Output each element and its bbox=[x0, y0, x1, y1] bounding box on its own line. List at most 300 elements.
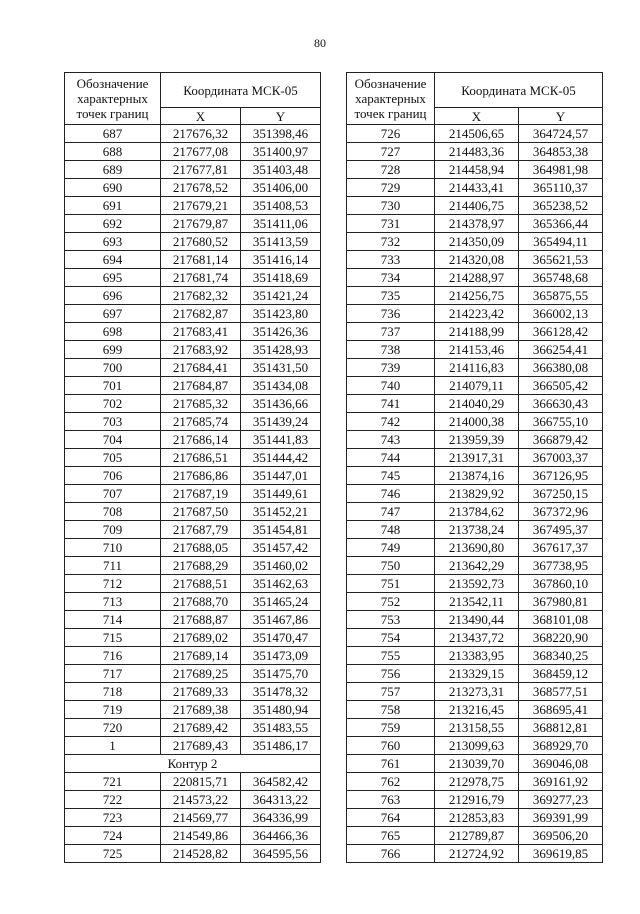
point-id-cell: 695 bbox=[65, 269, 161, 287]
y-coordinate-cell: 364595,56 bbox=[241, 845, 321, 863]
table-row bbox=[347, 629, 603, 647]
point-id-cell: 756 bbox=[347, 665, 435, 683]
table-row bbox=[347, 467, 603, 485]
x-coordinate-cell: 217676,32 bbox=[161, 125, 241, 143]
table-body-right bbox=[347, 125, 603, 863]
y-coordinate-cell: 367250,15 bbox=[519, 485, 603, 503]
x-coordinate-cell: 217684,41 bbox=[161, 359, 241, 377]
y-coordinate-cell: 366128,42 bbox=[519, 323, 603, 341]
y-coordinate-cell: 368459,12 bbox=[519, 665, 603, 683]
y-coordinate-cell: 368577,51 bbox=[519, 683, 603, 701]
x-coordinate-cell: 212916,79 bbox=[435, 791, 519, 809]
point-id-cell: 724 bbox=[65, 827, 161, 845]
point-id-cell: 718 bbox=[65, 683, 161, 701]
header-designation: Обозначение характерных точек границ bbox=[347, 73, 435, 125]
x-coordinate-cell: 213642,29 bbox=[435, 557, 519, 575]
point-id-cell: 733 bbox=[347, 251, 435, 269]
table-row bbox=[347, 449, 603, 467]
table-row bbox=[65, 575, 321, 593]
x-coordinate-cell: 214433,41 bbox=[435, 179, 519, 197]
y-coordinate-cell: 351486,17 bbox=[241, 737, 321, 755]
point-id-cell: 735 bbox=[347, 287, 435, 305]
x-coordinate-cell: 213216,45 bbox=[435, 701, 519, 719]
table-row bbox=[347, 773, 603, 791]
y-coordinate-cell: 351403,48 bbox=[241, 161, 321, 179]
x-coordinate-cell: 213329,15 bbox=[435, 665, 519, 683]
table-row bbox=[347, 737, 603, 755]
point-id-cell: 689 bbox=[65, 161, 161, 179]
header-coordinate: Координата МСК-05 bbox=[161, 73, 321, 108]
table-row bbox=[347, 359, 603, 377]
table-row bbox=[65, 251, 321, 269]
point-id-cell: 741 bbox=[347, 395, 435, 413]
y-coordinate-cell: 368220,90 bbox=[519, 629, 603, 647]
x-coordinate-cell: 213383,95 bbox=[435, 647, 519, 665]
y-coordinate-cell: 364582,42 bbox=[241, 773, 321, 791]
table-row bbox=[65, 701, 321, 719]
point-id-cell: 714 bbox=[65, 611, 161, 629]
x-coordinate-cell: 213542,11 bbox=[435, 593, 519, 611]
x-coordinate-cell: 217689,14 bbox=[161, 647, 241, 665]
y-coordinate-cell: 351480,94 bbox=[241, 701, 321, 719]
y-coordinate-cell: 351418,69 bbox=[241, 269, 321, 287]
y-coordinate-cell: 368812,81 bbox=[519, 719, 603, 737]
x-coordinate-cell: 217688,87 bbox=[161, 611, 241, 629]
y-coordinate-cell: 364336,99 bbox=[241, 809, 321, 827]
y-coordinate-cell: 351444,42 bbox=[241, 449, 321, 467]
table-row bbox=[65, 845, 321, 863]
y-coordinate-cell: 351475,70 bbox=[241, 665, 321, 683]
x-coordinate-cell: 213690,80 bbox=[435, 539, 519, 557]
table-row bbox=[65, 413, 321, 431]
x-coordinate-cell: 214549,86 bbox=[161, 827, 241, 845]
x-coordinate-cell: 217686,51 bbox=[161, 449, 241, 467]
point-id-cell: 688 bbox=[65, 143, 161, 161]
x-coordinate-cell: 214079,11 bbox=[435, 377, 519, 395]
point-id-cell: 743 bbox=[347, 431, 435, 449]
y-coordinate-cell: 351454,81 bbox=[241, 521, 321, 539]
table-row bbox=[65, 377, 321, 395]
x-coordinate-cell: 214378,97 bbox=[435, 215, 519, 233]
x-coordinate-cell: 213437,72 bbox=[435, 629, 519, 647]
point-id-cell: 753 bbox=[347, 611, 435, 629]
point-id-cell: 709 bbox=[65, 521, 161, 539]
y-coordinate-cell: 369046,08 bbox=[519, 755, 603, 773]
table-row bbox=[65, 143, 321, 161]
point-id-cell: 755 bbox=[347, 647, 435, 665]
y-coordinate-cell: 366254,41 bbox=[519, 341, 603, 359]
x-coordinate-cell: 217688,05 bbox=[161, 539, 241, 557]
x-coordinate-cell: 213273,31 bbox=[435, 683, 519, 701]
point-id-cell: 690 bbox=[65, 179, 161, 197]
x-coordinate-cell: 217689,25 bbox=[161, 665, 241, 683]
table-row bbox=[347, 521, 603, 539]
y-coordinate-cell: 351408,53 bbox=[241, 197, 321, 215]
table-row bbox=[65, 197, 321, 215]
y-coordinate-cell: 351460,02 bbox=[241, 557, 321, 575]
y-coordinate-cell: 351441,83 bbox=[241, 431, 321, 449]
y-coordinate-cell: 351428,93 bbox=[241, 341, 321, 359]
point-id-cell: 757 bbox=[347, 683, 435, 701]
x-coordinate-cell: 217682,87 bbox=[161, 305, 241, 323]
x-coordinate-cell: 214040,29 bbox=[435, 395, 519, 413]
table-row bbox=[65, 773, 321, 791]
point-id-cell: 732 bbox=[347, 233, 435, 251]
table-row bbox=[65, 485, 321, 503]
point-id-cell: 698 bbox=[65, 323, 161, 341]
y-coordinate-cell: 351449,61 bbox=[241, 485, 321, 503]
y-coordinate-cell: 351470,47 bbox=[241, 629, 321, 647]
table-row bbox=[65, 647, 321, 665]
x-coordinate-cell: 214506,65 bbox=[435, 125, 519, 143]
y-coordinate-cell: 368929,70 bbox=[519, 737, 603, 755]
x-coordinate-cell: 217678,52 bbox=[161, 179, 241, 197]
table-row bbox=[65, 395, 321, 413]
x-coordinate-cell: 217677,08 bbox=[161, 143, 241, 161]
y-coordinate-cell: 365366,44 bbox=[519, 215, 603, 233]
x-coordinate-cell: 217689,43 bbox=[161, 737, 241, 755]
x-coordinate-cell: 214288,97 bbox=[435, 269, 519, 287]
point-id-cell: 702 bbox=[65, 395, 161, 413]
x-coordinate-cell: 217683,41 bbox=[161, 323, 241, 341]
y-coordinate-cell: 364724,57 bbox=[519, 125, 603, 143]
x-coordinate-cell: 217688,51 bbox=[161, 575, 241, 593]
table-row bbox=[65, 269, 321, 287]
x-coordinate-cell: 217687,79 bbox=[161, 521, 241, 539]
point-id-cell: 706 bbox=[65, 467, 161, 485]
y-coordinate-cell: 369506,20 bbox=[519, 827, 603, 845]
coordinates-table-right bbox=[346, 72, 603, 863]
point-id-cell: 701 bbox=[65, 377, 161, 395]
y-coordinate-cell: 367126,95 bbox=[519, 467, 603, 485]
point-id-cell: 700 bbox=[65, 359, 161, 377]
table-row bbox=[347, 593, 603, 611]
y-coordinate-cell: 366505,42 bbox=[519, 377, 603, 395]
y-coordinate-cell: 351483,55 bbox=[241, 719, 321, 737]
y-coordinate-cell: 368340,25 bbox=[519, 647, 603, 665]
header-x: X bbox=[161, 108, 241, 125]
table-row bbox=[347, 413, 603, 431]
x-coordinate-cell: 212853,83 bbox=[435, 809, 519, 827]
table-row bbox=[65, 809, 321, 827]
point-id-cell: 699 bbox=[65, 341, 161, 359]
point-id-cell: 705 bbox=[65, 449, 161, 467]
point-id-cell: 731 bbox=[347, 215, 435, 233]
y-coordinate-cell: 365494,11 bbox=[519, 233, 603, 251]
table-row bbox=[65, 359, 321, 377]
point-id-cell: 760 bbox=[347, 737, 435, 755]
point-id-cell: 707 bbox=[65, 485, 161, 503]
point-id-cell: 747 bbox=[347, 503, 435, 521]
point-id-cell: 693 bbox=[65, 233, 161, 251]
table-row bbox=[65, 341, 321, 359]
point-id-cell: 754 bbox=[347, 629, 435, 647]
point-id-cell: 726 bbox=[347, 125, 435, 143]
x-coordinate-cell: 217687,19 bbox=[161, 485, 241, 503]
y-coordinate-cell: 368695,41 bbox=[519, 701, 603, 719]
x-coordinate-cell: 214350,09 bbox=[435, 233, 519, 251]
x-coordinate-cell: 217689,42 bbox=[161, 719, 241, 737]
point-id-cell: 763 bbox=[347, 791, 435, 809]
header-designation: Обозначение характерных точек границ bbox=[65, 73, 161, 125]
x-coordinate-cell: 212724,92 bbox=[435, 845, 519, 863]
y-coordinate-cell: 351439,24 bbox=[241, 413, 321, 431]
point-id-cell: 759 bbox=[347, 719, 435, 737]
table-row bbox=[347, 647, 603, 665]
table-row bbox=[347, 611, 603, 629]
point-id-cell: 742 bbox=[347, 413, 435, 431]
point-id-cell: 738 bbox=[347, 341, 435, 359]
point-id-cell: 703 bbox=[65, 413, 161, 431]
point-id-cell: 762 bbox=[347, 773, 435, 791]
y-coordinate-cell: 367372,96 bbox=[519, 503, 603, 521]
x-coordinate-cell: 214528,82 bbox=[161, 845, 241, 863]
point-id-cell: 721 bbox=[65, 773, 161, 791]
x-coordinate-cell: 213784,62 bbox=[435, 503, 519, 521]
y-coordinate-cell: 351406,00 bbox=[241, 179, 321, 197]
table-row bbox=[347, 827, 603, 845]
x-coordinate-cell: 217689,38 bbox=[161, 701, 241, 719]
y-coordinate-cell: 351421,24 bbox=[241, 287, 321, 305]
section-row bbox=[65, 755, 321, 773]
coordinates-table-left bbox=[64, 72, 321, 863]
point-id-cell: 751 bbox=[347, 575, 435, 593]
table-row bbox=[347, 161, 603, 179]
table-row bbox=[347, 215, 603, 233]
y-coordinate-cell: 365110,37 bbox=[519, 179, 603, 197]
x-coordinate-cell: 213099,63 bbox=[435, 737, 519, 755]
point-id-cell: 737 bbox=[347, 323, 435, 341]
table-row bbox=[347, 251, 603, 269]
point-id-cell: 725 bbox=[65, 845, 161, 863]
x-coordinate-cell: 212978,75 bbox=[435, 773, 519, 791]
table-row bbox=[65, 539, 321, 557]
page-number: 80 bbox=[314, 36, 326, 50]
y-coordinate-cell: 366630,43 bbox=[519, 395, 603, 413]
point-id-cell: 708 bbox=[65, 503, 161, 521]
point-id-cell: 696 bbox=[65, 287, 161, 305]
table-row bbox=[347, 503, 603, 521]
x-coordinate-cell: 217684,87 bbox=[161, 377, 241, 395]
y-coordinate-cell: 366002,13 bbox=[519, 305, 603, 323]
x-coordinate-cell: 213490,44 bbox=[435, 611, 519, 629]
point-id-cell: 750 bbox=[347, 557, 435, 575]
point-id-cell: 719 bbox=[65, 701, 161, 719]
table-row bbox=[347, 845, 603, 863]
table-row bbox=[347, 341, 603, 359]
table-row bbox=[65, 125, 321, 143]
point-id-cell: 697 bbox=[65, 305, 161, 323]
x-coordinate-cell: 214458,94 bbox=[435, 161, 519, 179]
x-coordinate-cell: 214573,22 bbox=[161, 791, 241, 809]
y-coordinate-cell: 366879,42 bbox=[519, 431, 603, 449]
header-y: Y bbox=[241, 108, 321, 125]
y-coordinate-cell: 366755,10 bbox=[519, 413, 603, 431]
point-id-cell: 694 bbox=[65, 251, 161, 269]
table-row bbox=[65, 233, 321, 251]
point-id-cell: 765 bbox=[347, 827, 435, 845]
point-id-cell: 687 bbox=[65, 125, 161, 143]
table-row bbox=[347, 179, 603, 197]
y-coordinate-cell: 365875,55 bbox=[519, 287, 603, 305]
table-row bbox=[347, 539, 603, 557]
x-coordinate-cell: 214406,75 bbox=[435, 197, 519, 215]
point-id-cell: 716 bbox=[65, 647, 161, 665]
y-coordinate-cell: 368101,08 bbox=[519, 611, 603, 629]
header-x: X bbox=[435, 108, 519, 125]
x-coordinate-cell: 217682,32 bbox=[161, 287, 241, 305]
y-coordinate-cell: 351411,06 bbox=[241, 215, 321, 233]
x-coordinate-cell: 217688,29 bbox=[161, 557, 241, 575]
x-coordinate-cell: 217685,74 bbox=[161, 413, 241, 431]
x-coordinate-cell: 213039,70 bbox=[435, 755, 519, 773]
table-row bbox=[65, 179, 321, 197]
point-id-cell: 691 bbox=[65, 197, 161, 215]
point-id-cell: 739 bbox=[347, 359, 435, 377]
table-row bbox=[347, 323, 603, 341]
x-coordinate-cell: 214569,77 bbox=[161, 809, 241, 827]
x-coordinate-cell: 217686,14 bbox=[161, 431, 241, 449]
x-coordinate-cell: 213959,39 bbox=[435, 431, 519, 449]
table-row bbox=[65, 557, 321, 575]
x-coordinate-cell: 214116,83 bbox=[435, 359, 519, 377]
point-id-cell: 717 bbox=[65, 665, 161, 683]
y-coordinate-cell: 367003,37 bbox=[519, 449, 603, 467]
point-id-cell: 729 bbox=[347, 179, 435, 197]
table-row bbox=[65, 611, 321, 629]
x-coordinate-cell: 213592,73 bbox=[435, 575, 519, 593]
point-id-cell: 734 bbox=[347, 269, 435, 287]
table-row bbox=[65, 449, 321, 467]
point-id-cell: 704 bbox=[65, 431, 161, 449]
table-row bbox=[347, 233, 603, 251]
table-row bbox=[347, 305, 603, 323]
y-coordinate-cell: 369161,92 bbox=[519, 773, 603, 791]
point-id-cell: 722 bbox=[65, 791, 161, 809]
table-row bbox=[347, 665, 603, 683]
x-coordinate-cell: 214000,38 bbox=[435, 413, 519, 431]
x-coordinate-cell: 217689,02 bbox=[161, 629, 241, 647]
point-id-cell: 723 bbox=[65, 809, 161, 827]
y-coordinate-cell: 364981,98 bbox=[519, 161, 603, 179]
y-coordinate-cell: 367495,37 bbox=[519, 521, 603, 539]
table-row bbox=[65, 737, 321, 755]
point-id-cell: 720 bbox=[65, 719, 161, 737]
x-coordinate-cell: 213874,16 bbox=[435, 467, 519, 485]
y-coordinate-cell: 351400,97 bbox=[241, 143, 321, 161]
table-row bbox=[65, 593, 321, 611]
table-row bbox=[347, 755, 603, 773]
y-coordinate-cell: 367617,37 bbox=[519, 539, 603, 557]
x-coordinate-cell: 214223,42 bbox=[435, 305, 519, 323]
y-coordinate-cell: 351467,86 bbox=[241, 611, 321, 629]
y-coordinate-cell: 369277,23 bbox=[519, 791, 603, 809]
header-y: Y bbox=[519, 108, 603, 125]
x-coordinate-cell: 217686,86 bbox=[161, 467, 241, 485]
point-id-cell: 766 bbox=[347, 845, 435, 863]
point-id-cell: 752 bbox=[347, 593, 435, 611]
y-coordinate-cell: 351465,24 bbox=[241, 593, 321, 611]
y-coordinate-cell: 351447,01 bbox=[241, 467, 321, 485]
x-coordinate-cell: 214153,46 bbox=[435, 341, 519, 359]
point-id-cell: 730 bbox=[347, 197, 435, 215]
y-coordinate-cell: 365238,52 bbox=[519, 197, 603, 215]
table-row bbox=[347, 557, 603, 575]
x-coordinate-cell: 213158,55 bbox=[435, 719, 519, 737]
x-coordinate-cell: 217681,14 bbox=[161, 251, 241, 269]
point-id-cell: 728 bbox=[347, 161, 435, 179]
y-coordinate-cell: 351398,46 bbox=[241, 125, 321, 143]
y-coordinate-cell: 351423,80 bbox=[241, 305, 321, 323]
y-coordinate-cell: 366380,08 bbox=[519, 359, 603, 377]
table-row bbox=[65, 323, 321, 341]
table-row bbox=[65, 665, 321, 683]
y-coordinate-cell: 364466,36 bbox=[241, 827, 321, 845]
table-row bbox=[347, 575, 603, 593]
y-coordinate-cell: 364313,22 bbox=[241, 791, 321, 809]
table-row bbox=[65, 521, 321, 539]
y-coordinate-cell: 351416,14 bbox=[241, 251, 321, 269]
point-id-cell: 744 bbox=[347, 449, 435, 467]
y-coordinate-cell: 367860,10 bbox=[519, 575, 603, 593]
table-row bbox=[65, 215, 321, 233]
table-row bbox=[347, 377, 603, 395]
table-row bbox=[347, 485, 603, 503]
table-row bbox=[347, 269, 603, 287]
x-coordinate-cell: 217677,81 bbox=[161, 161, 241, 179]
x-coordinate-cell: 213738,24 bbox=[435, 521, 519, 539]
point-id-cell: 712 bbox=[65, 575, 161, 593]
point-id-cell: 764 bbox=[347, 809, 435, 827]
x-coordinate-cell: 217681,74 bbox=[161, 269, 241, 287]
y-coordinate-cell: 351452,21 bbox=[241, 503, 321, 521]
table-row bbox=[65, 719, 321, 737]
y-coordinate-cell: 351413,59 bbox=[241, 233, 321, 251]
x-coordinate-cell: 217685,32 bbox=[161, 395, 241, 413]
table-row bbox=[65, 629, 321, 647]
point-id-cell: 711 bbox=[65, 557, 161, 575]
y-coordinate-cell: 351473,09 bbox=[241, 647, 321, 665]
x-coordinate-cell: 213829,92 bbox=[435, 485, 519, 503]
point-id-cell: 692 bbox=[65, 215, 161, 233]
table-row bbox=[65, 827, 321, 845]
table-row bbox=[347, 143, 603, 161]
x-coordinate-cell: 214320,08 bbox=[435, 251, 519, 269]
y-coordinate-cell: 351434,08 bbox=[241, 377, 321, 395]
point-id-cell: 727 bbox=[347, 143, 435, 161]
x-coordinate-cell: 217683,92 bbox=[161, 341, 241, 359]
y-coordinate-cell: 369391,99 bbox=[519, 809, 603, 827]
table-row bbox=[347, 395, 603, 413]
point-id-cell: 745 bbox=[347, 467, 435, 485]
table-row bbox=[65, 683, 321, 701]
y-coordinate-cell: 365748,68 bbox=[519, 269, 603, 287]
x-coordinate-cell: 213917,31 bbox=[435, 449, 519, 467]
point-id-cell: 736 bbox=[347, 305, 435, 323]
x-coordinate-cell: 217680,52 bbox=[161, 233, 241, 251]
header-coordinate: Координата МСК-05 bbox=[435, 73, 603, 108]
y-coordinate-cell: 351462,63 bbox=[241, 575, 321, 593]
table-row bbox=[65, 287, 321, 305]
x-coordinate-cell: 214188,99 bbox=[435, 323, 519, 341]
point-id-cell: 758 bbox=[347, 701, 435, 719]
y-coordinate-cell: 351457,42 bbox=[241, 539, 321, 557]
table-row bbox=[347, 701, 603, 719]
table-row bbox=[65, 467, 321, 485]
x-coordinate-cell: 217679,21 bbox=[161, 197, 241, 215]
table-row bbox=[347, 287, 603, 305]
point-id-cell: 748 bbox=[347, 521, 435, 539]
